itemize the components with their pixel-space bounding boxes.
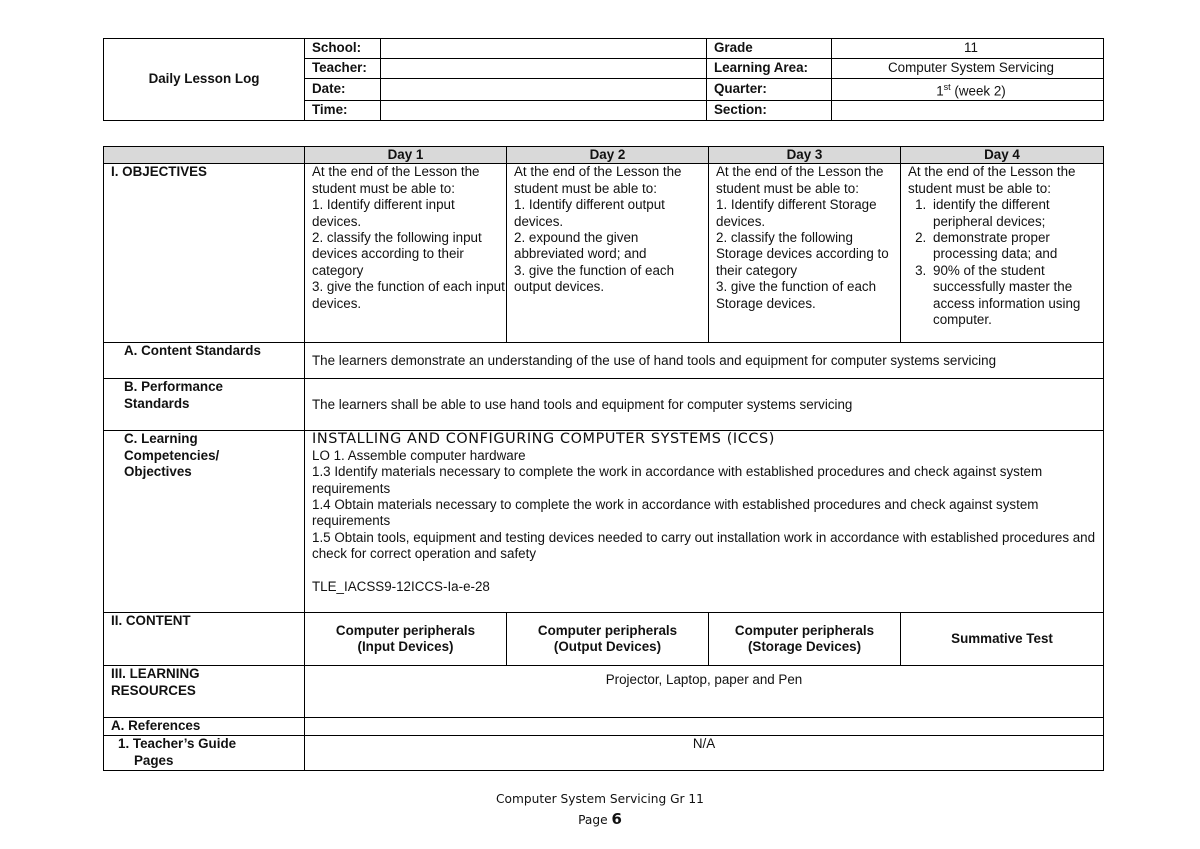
objective-line: 2. classify the following Storage devices according to their category	[716, 230, 889, 278]
objective-intro: At the end of the Lesson the student must be able to:	[908, 164, 1076, 196]
day-header: Day 3	[709, 147, 901, 164]
school-value	[381, 39, 707, 59]
objectives-day2	[507, 164, 709, 343]
objective-line: At the end of the Lesson the student must be able to:	[514, 164, 682, 196]
objectives-day3	[709, 164, 901, 343]
content-line: (Output Devices)	[553, 639, 662, 655]
learning-resources-label	[104, 666, 305, 718]
learning-area-value: Computer System Servicing	[832, 59, 1104, 79]
label-line: 1. Teacher’s Guide	[118, 736, 237, 752]
time-value	[381, 100, 707, 120]
competency-item: 1.5 Obtain tools, equipment and testing devices needed to carry out installation work in accordance with established procedures and check for correct operation and safety	[312, 529, 1096, 562]
objectives-day1	[305, 164, 507, 343]
daily-lesson-log-title: Daily Lesson Log	[104, 39, 305, 121]
quarter-number: 1	[936, 83, 944, 99]
lesson-plan-table	[103, 146, 1104, 771]
learning-resources-text: Projector, Laptop, paper and Pen	[305, 666, 1104, 718]
content-line: Computer peripherals	[537, 623, 678, 638]
label-line: RESOURCES	[111, 682, 196, 698]
references-label: A. References	[104, 718, 305, 736]
content-day1	[305, 613, 507, 666]
page-label: Page	[578, 813, 612, 827]
content-line: (Storage Devices)	[747, 639, 862, 655]
objective-item: 3. 90% of the student successfully master the access information using computer.	[930, 263, 1103, 329]
objective-line: 3. give the function of each output devices.	[514, 262, 675, 295]
label-line: B. Performance	[124, 379, 223, 395]
objective-line: 1. Identify different input devices.	[312, 197, 455, 229]
objective-item: 2. demonstrate proper processing data; and	[930, 230, 1103, 263]
content-line: (Input Devices)	[357, 639, 454, 655]
performance-standards-label	[104, 379, 305, 431]
content-line: Computer peripherals	[734, 623, 875, 638]
corner-cell	[104, 147, 305, 164]
teachers-guide-label	[104, 736, 305, 771]
grade-value: 11	[832, 39, 1104, 59]
competency-heading: INSTALLING AND CONFIGURING COMPUTER SYSTEMS (ICCS)	[312, 431, 776, 448]
competencies-content	[305, 431, 1104, 613]
learning-area-label: Learning Area:	[707, 59, 832, 79]
page-number: 6	[611, 810, 622, 828]
date-label: Date:	[305, 79, 381, 101]
quarter-value	[832, 79, 1104, 101]
objectives-day4	[901, 164, 1104, 343]
day-header: Day 1	[305, 147, 507, 164]
quarter-suffix: st	[943, 82, 951, 92]
label-line: Standards	[124, 395, 190, 411]
objective-line: At the end of the Lesson the student must be able to:	[312, 164, 480, 196]
date-value	[381, 79, 707, 101]
school-label: School:	[305, 39, 381, 59]
competencies-label	[104, 431, 305, 613]
header-table	[103, 38, 1104, 121]
label-line: Objectives	[124, 464, 192, 480]
content-standards-text: The learners demonstrate an understanding of the use of hand tools and equipment for computer systems servicing	[305, 343, 1104, 379]
quarter-week: (week 2)	[950, 83, 1006, 99]
content-label: II. CONTENT	[104, 613, 305, 666]
objective-line: 2. expound the given abbreviated word; and	[514, 230, 647, 262]
label-line: Competencies/	[124, 447, 220, 463]
content-day2	[507, 613, 709, 666]
content-line: Computer peripherals	[335, 623, 476, 638]
day-header: Day 4	[901, 147, 1104, 164]
performance-standards-text: The learners shall be able to use hand tools and equipment for computer systems servicing	[305, 379, 1104, 431]
references-value	[305, 718, 1104, 736]
teacher-label: Teacher:	[305, 59, 381, 79]
footer-page	[0, 810, 1200, 828]
day-header: Day 2	[507, 147, 709, 164]
objective-line: 1. Identify different Storage devices.	[716, 197, 877, 229]
teachers-guide-value: N/A	[305, 736, 1104, 771]
competency-item: 1.4 Obtain materials necessary to complete the work in accordance with established procedures and check against system requirements	[312, 497, 1039, 529]
section-label: Section:	[707, 100, 832, 120]
objective-line: 1. Identify different output devices.	[514, 197, 665, 229]
objective-line: 3. give the function of each Storage devices.	[716, 279, 877, 311]
objective-line: 2. classify the following input devices according to their category	[312, 230, 482, 278]
label-line: Pages	[134, 752, 174, 768]
objective-list	[908, 197, 1103, 328]
objective-item: 1. identify the different peripheral devices;	[930, 197, 1103, 230]
label-line: III. LEARNING	[111, 666, 200, 682]
time-label: Time:	[305, 100, 381, 120]
competency-lo: LO 1. Assemble computer hardware	[312, 447, 526, 463]
content-standards-label: A. Content Standards	[104, 343, 305, 379]
objective-line: At the end of the Lesson the student must be able to:	[716, 164, 884, 196]
content-day4: Summative Test	[901, 613, 1104, 666]
section-value	[832, 100, 1104, 120]
grade-label: Grade	[707, 39, 832, 59]
competency-code: TLE_IACSS9-12ICCS-Ia-e-28	[312, 578, 490, 594]
competency-item: 1.3 Identify materials necessary to complete the work in accordance with established procedures and check against system requirements	[312, 464, 1043, 496]
footer-title: Computer System Servicing Gr 11	[496, 792, 704, 806]
quarter-label: Quarter:	[707, 79, 832, 101]
label-line: C. Learning	[124, 431, 198, 447]
content-day3	[709, 613, 901, 666]
objective-line: 3. give the function of each input devices.	[312, 279, 505, 311]
teacher-value	[381, 59, 707, 79]
objectives-label: I. OBJECTIVES	[104, 164, 305, 343]
